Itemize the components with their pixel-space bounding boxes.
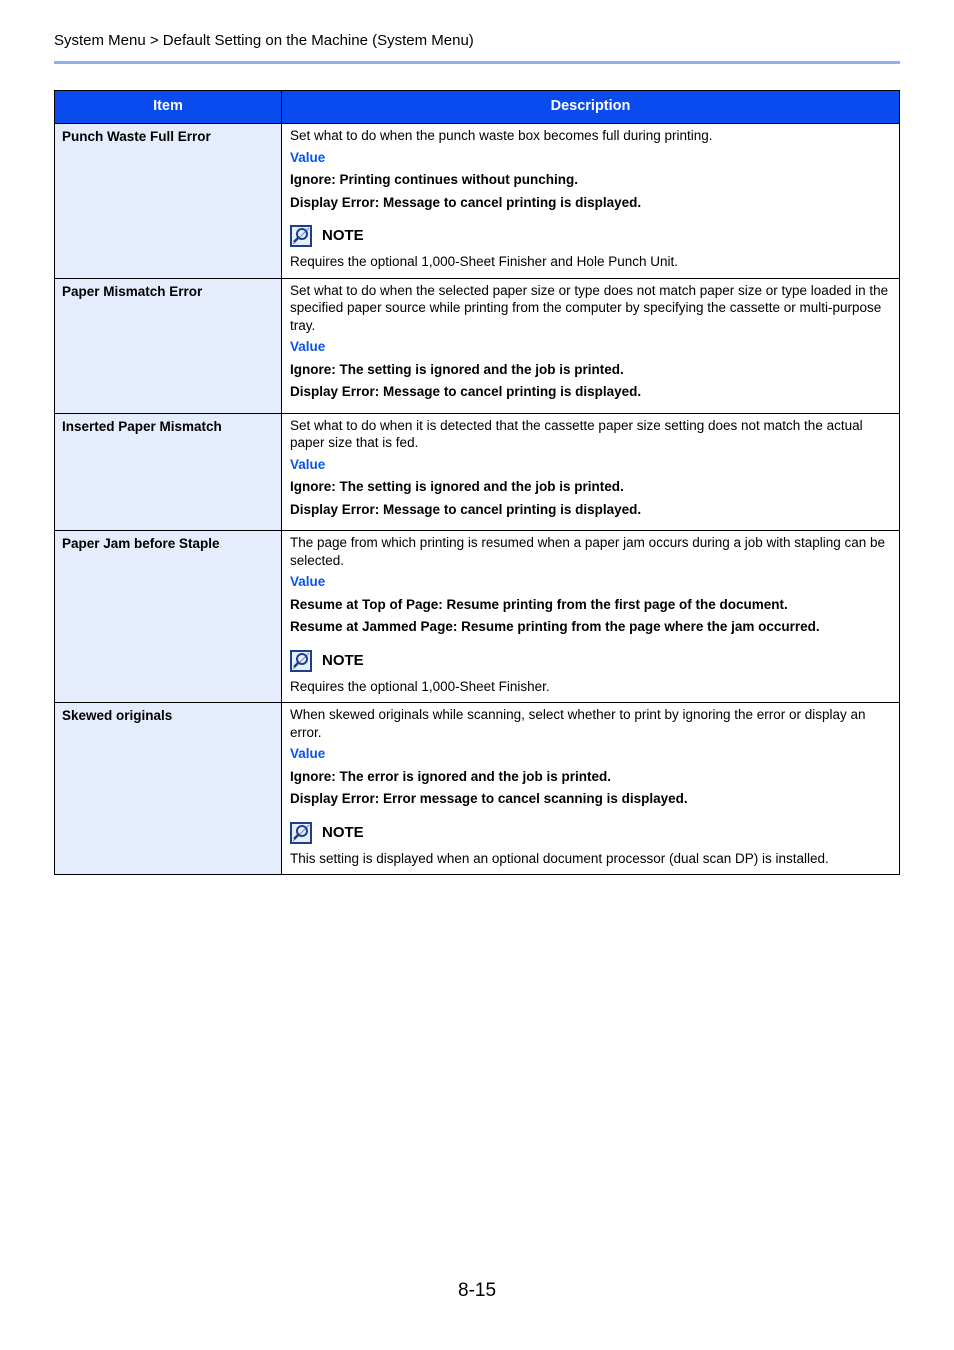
value-option: Display Error: Message to cancel printing is displayed. — [290, 501, 642, 517]
value-option: Display Error: Message to cancel printing is displayed. — [290, 194, 642, 210]
table-row — [55, 531, 900, 703]
note-magnifier-icon — [290, 822, 312, 844]
note-heading — [290, 225, 891, 247]
note-magnifier-icon — [290, 225, 312, 247]
item-name: Paper Mismatch Error — [55, 278, 282, 413]
description-cell — [282, 124, 900, 279]
note-heading — [290, 650, 891, 672]
item-name: Skewed originals — [55, 703, 282, 875]
table-row — [55, 278, 900, 413]
value-option: Ignore: Printing continues without punching. — [290, 172, 578, 187]
value-label: Value — [290, 456, 326, 472]
item-description: Set what to do when it is detected that the cassette paper size setting does not match the actual paper size that is fed. — [290, 417, 863, 450]
value-label: Value — [290, 149, 326, 165]
value-option: Display Error: Message to cancel printing is displayed. — [290, 384, 642, 399]
item-description: When skewed originals while scanning, select whether to print by ignoring the error or display an error. — [290, 707, 866, 740]
value-option: Ignore: The setting is ignored and the job is printed. — [290, 361, 624, 377]
note-heading — [290, 822, 891, 844]
description-cell — [282, 703, 900, 875]
table-row — [55, 703, 900, 875]
value-option: Resume at Top of Page: Resume printing from the first page of the document. — [290, 596, 788, 612]
value-label: Value — [290, 339, 326, 354]
note-title: NOTE — [322, 823, 364, 841]
item-name: Paper Jam before Staple — [55, 531, 282, 703]
value-label: Value — [290, 746, 326, 761]
column-header-item: Item — [55, 91, 282, 124]
table-header-row — [55, 91, 900, 124]
note-text: Requires the optional 1,000-Sheet Finisher. — [290, 678, 550, 694]
value-option: Ignore: The setting is ignored and the job is printed. — [290, 479, 624, 494]
item-description: Set what to do when the punch waste box becomes full during printing. — [290, 128, 713, 143]
description-cell — [282, 278, 900, 413]
header-divider — [54, 61, 900, 64]
value-option: Ignore: The error is ignored and the job is printed. — [290, 768, 612, 784]
value-label: Value — [290, 574, 326, 589]
column-header-description: Description — [282, 91, 900, 124]
note-title: NOTE — [322, 651, 364, 669]
note-magnifier-icon — [290, 650, 312, 672]
item-name: Punch Waste Full Error — [55, 124, 282, 279]
item-name: Inserted Paper Mismatch — [55, 413, 282, 531]
table-row — [55, 413, 900, 531]
note-text: This setting is displayed when an optional document processor (dual scan DP) is installed. — [290, 850, 829, 866]
table-row — [55, 124, 900, 279]
breadcrumb: System Menu > Default Setting on the Machine (System Menu) — [54, 32, 474, 49]
item-description: Set what to do when the selected paper size or type does not match paper size or type loaded in the specified paper source while printing from the computer by specifying the cassette or multi-purpose tray. — [290, 282, 889, 333]
description-cell — [282, 531, 900, 703]
value-option: Display Error: Error message to cancel scanning is displayed. — [290, 791, 688, 806]
note-text: Requires the optional 1,000-Sheet Finisher and Hole Punch Unit. — [290, 254, 678, 269]
page-number: 8-15 — [458, 1280, 497, 1301]
item-description: The page from which printing is resumed when a paper jam occurs during a job with stapling can be selected. — [290, 535, 886, 568]
settings-table — [54, 90, 900, 875]
note-title: NOTE — [322, 227, 364, 245]
value-option: Resume at Jammed Page: Resume printing from the page where the jam occurred. — [290, 619, 820, 634]
description-cell — [282, 413, 900, 531]
